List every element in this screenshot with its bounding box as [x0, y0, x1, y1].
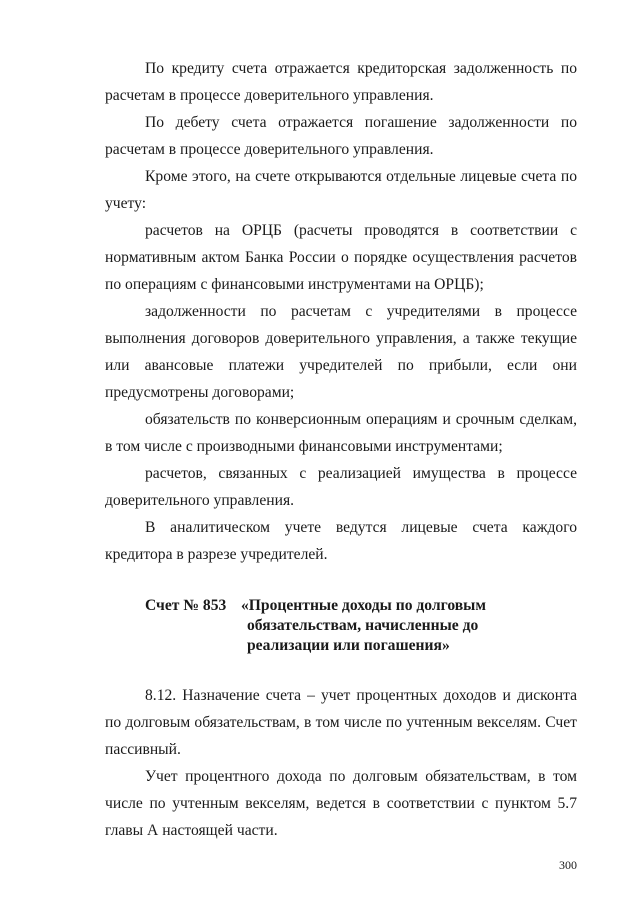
paragraph-accounts-intro: Кроме этого, на счете открываются отдельные лицевые счета по учету: — [105, 168, 577, 212]
page-number: 300 — [559, 858, 577, 872]
paragraph-credit: По кредиту счета отражается кредиторская задолженность по расчетам в процессе доверительного управления. — [105, 60, 577, 104]
account-title-line: обязательствам, начисленные до — [247, 617, 479, 634]
paragraph-account-purpose: 8.12. Назначение счета – учет процентных доходов и дисконта по долговым обязательствам, в том числе по учтенным векселям. Счет пассивный. — [105, 687, 577, 758]
paragraph-founders-debt: задолженности по расчетам с учредителями в процессе выполнения договоров доверительного управления, а также текущие или авансовые платежи учредителей по прибыли, если они предусмотрены договорами; — [105, 303, 577, 401]
account-title-line: реализации или погашения» — [247, 637, 450, 654]
account-number-label: Счет № 853 — [145, 597, 227, 614]
paragraph-analytical-accounting: В аналитическом учете ведутся лицевые счета каждого кредитора в разрезе учредителей. — [105, 519, 577, 563]
paragraph-debit: По дебету счета отражается погашение задолженности по расчетам в процессе доверительного управления. — [105, 114, 577, 158]
paragraph-property-sale: расчетов, связанных с реализацией имущества в процессе доверительного управления. — [105, 465, 577, 509]
account-title — [241, 596, 561, 656]
paragraph-conversion-obligations: обязательств по конверсионным операциям и срочным сделкам, в том числе с производными финансовыми инструментами; — [105, 411, 577, 455]
paragraph-interest-income: Учет процентного дохода по долговым обязательствам, в том числе по учтенным векселям, ведется в соответствии с пунктом 5.7 главы А настоящей части. — [105, 768, 577, 839]
account-title-line: «Процентные доходы по долговым — [241, 597, 486, 614]
paragraph-orcb-settlements: расчетов на ОРЦБ (расчеты проводятся в соответствии с нормативным актом Банка России о порядке осуществления расчетов по операциям с финансовыми инструментами на ОРЦБ); — [105, 222, 577, 293]
